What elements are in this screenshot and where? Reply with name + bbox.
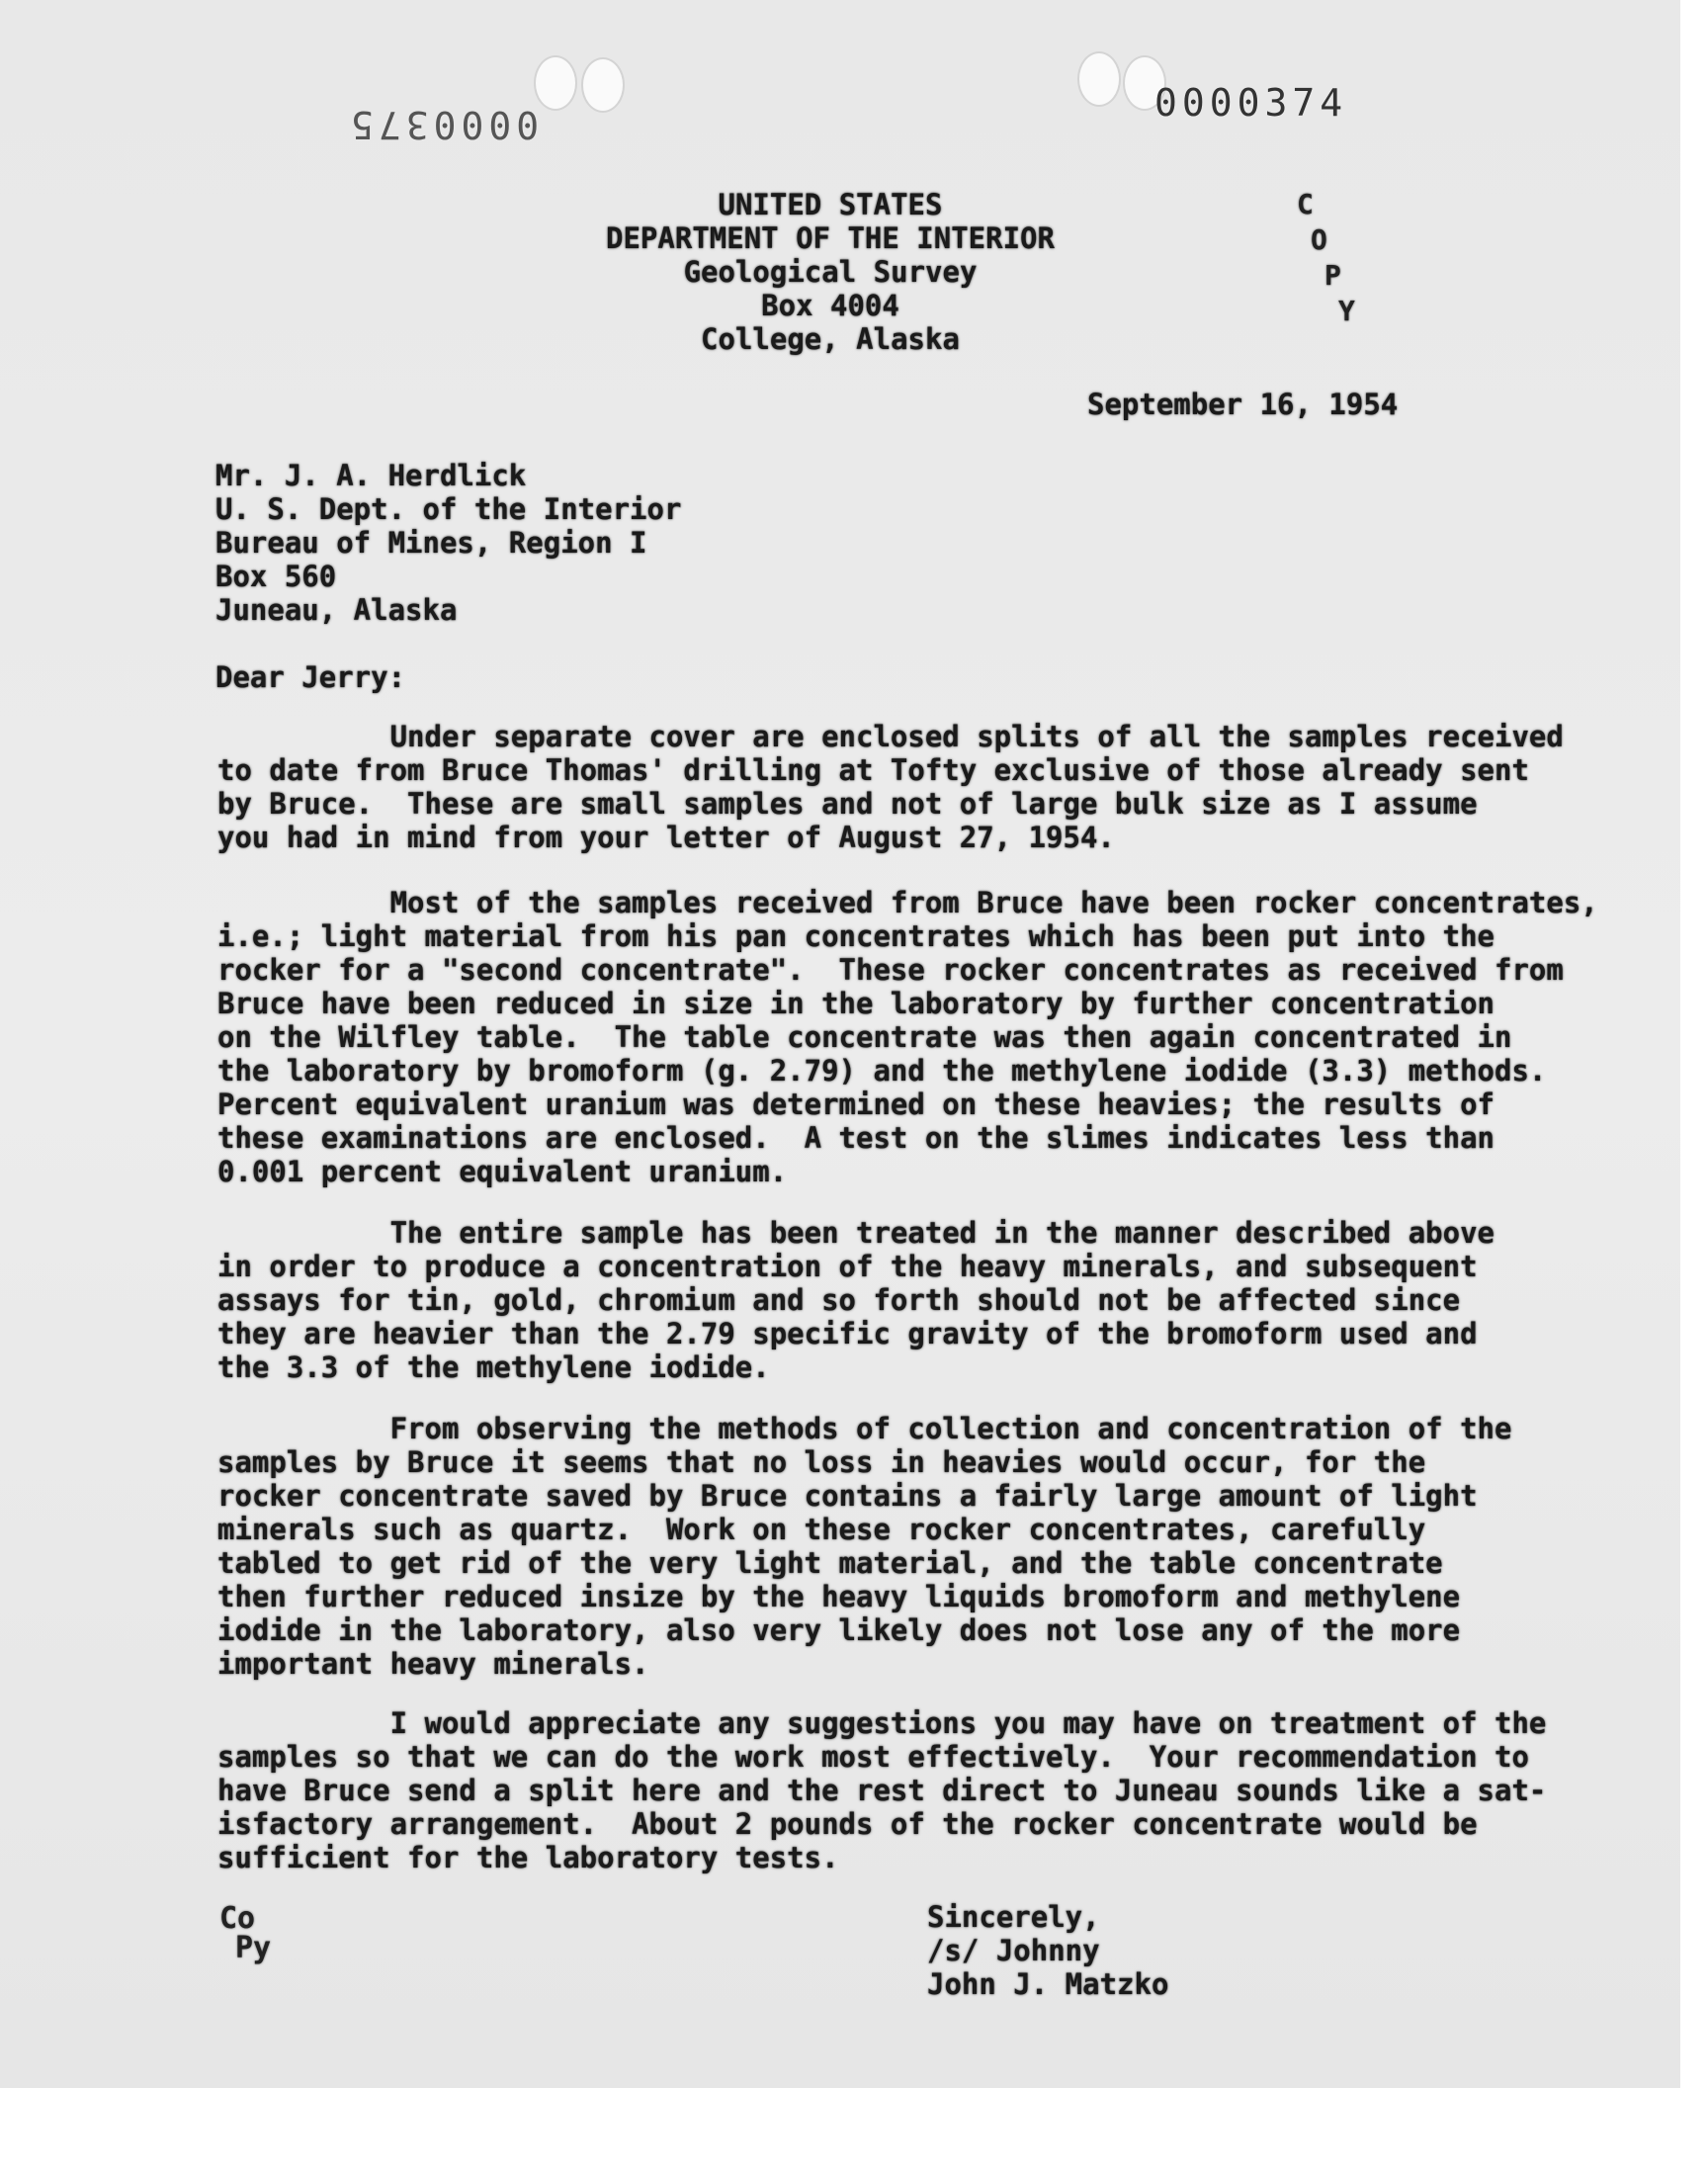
corner-copy-line: Co bbox=[219, 1901, 256, 1936]
letterhead-line: College, Alaska bbox=[701, 322, 960, 356]
body-paragraph bbox=[217, 720, 1564, 854]
body-line: on the Wilfley table. The table concentrate was then again concentrated in bbox=[217, 1020, 1512, 1054]
body-line: tabled to get rid of the very light material, and the table concentrate bbox=[217, 1546, 1443, 1580]
body-paragraph bbox=[217, 1216, 1494, 1384]
letterhead bbox=[554, 188, 1107, 356]
body-paragraph bbox=[217, 886, 1598, 1188]
body-line: to date from Bruce Thomas' drilling at Tofty exclusive of those already sent bbox=[217, 753, 1529, 787]
body-line: then further reduced insize by the heavy liquids bromoform and methylene bbox=[217, 1580, 1461, 1613]
body-line: From observing the methods of collection and concentration of the bbox=[217, 1412, 1512, 1445]
body-line: samples by Bruce it seems that no loss in heavies would occur, for the bbox=[217, 1445, 1426, 1479]
body-line: have Bruce send a split here and the rest direct to Juneau sounds like a sat- bbox=[217, 1774, 1547, 1807]
body-line: you had in mind from your letter of August 27, 1954. bbox=[217, 821, 1115, 854]
body-line: Bruce have been reduced in size in the laboratory by further concentration bbox=[217, 987, 1495, 1020]
complimentary-close: Sincerely, bbox=[927, 1900, 1100, 1934]
signature-line: /s/ Johnny bbox=[927, 1934, 1100, 1967]
body-line: in order to produce a concentration of the heavy minerals, and subsequent bbox=[217, 1250, 1478, 1283]
body-line: rocker concentrate saved by Bruce contains a fairly large amount of light bbox=[217, 1479, 1478, 1513]
letterhead-line: Box 4004 bbox=[761, 289, 899, 322]
address-line: Box 560 bbox=[215, 560, 337, 593]
letterhead-line: UNITED STATES bbox=[718, 188, 943, 221]
copy-mark-letter: O bbox=[1311, 223, 1327, 256]
page-number-stamp: 0000374 bbox=[1154, 81, 1348, 125]
body-paragraph bbox=[217, 1706, 1546, 1874]
signer-name: John J. Matzko bbox=[927, 1967, 1169, 2001]
body-line: i.e.; light material from his pan concentrates which has been put into the bbox=[217, 919, 1495, 953]
address-line: U. S. Dept. of the Interior bbox=[215, 492, 682, 526]
body-line: they are heavier than the 2.79 specific gravity of the bromoform used and bbox=[217, 1317, 1478, 1350]
body-paragraph bbox=[217, 1412, 1511, 1681]
address-line: Mr. J. A. Herdlick bbox=[215, 459, 527, 492]
address-line: Bureau of Mines, Region I bbox=[215, 526, 647, 560]
body-line: isfactory arrangement. About 2 pounds of the rocker concentrate would be bbox=[217, 1807, 1478, 1841]
punch-hole bbox=[534, 55, 577, 111]
corner-copy-line: Py bbox=[235, 1931, 272, 1965]
body-line: rocker for a "second concentrate". These rocker concentrates as received from bbox=[217, 953, 1564, 987]
signature-block bbox=[927, 1900, 1168, 2001]
body-line: important heavy minerals. bbox=[217, 1647, 649, 1681]
body-line: samples so that we can do the work most effectively. Your recommendation to bbox=[217, 1740, 1529, 1774]
body-line: the laboratory by bromoform (g. 2.79) and the methylene iodide (3.3) methods. bbox=[217, 1054, 1547, 1088]
letterhead-line: DEPARTMENT OF THE INTERIOR bbox=[606, 221, 1055, 255]
body-line: minerals such as quartz. Work on these rocker concentrates, carefully bbox=[217, 1513, 1426, 1546]
salutation: Dear Jerry: bbox=[215, 660, 406, 694]
body-line: assays for tin, gold, chromium and so forth should not be affected since bbox=[217, 1283, 1461, 1317]
body-line: 0.001 percent equivalent uranium. bbox=[217, 1155, 788, 1188]
punch-hole bbox=[1077, 51, 1121, 107]
body-line: sufficient for the laboratory tests. bbox=[217, 1841, 839, 1874]
letter-date: September 16, 1954 bbox=[1087, 388, 1399, 421]
body-line: Most of the samples received from Bruce have been rocker concentrates, bbox=[217, 886, 1598, 919]
copy-mark-letter: Y bbox=[1338, 295, 1355, 327]
body-line: The entire sample has been treated in the manner described above bbox=[217, 1216, 1495, 1250]
bleedthrough-page-number: 0000375 bbox=[346, 103, 540, 146]
body-line: the 3.3 of the methylene iodide. bbox=[217, 1350, 770, 1384]
body-line: by Bruce. These are small samples and not of large bulk size as I assume bbox=[217, 787, 1478, 821]
body-line: these examinations are enclosed. A test on the slimes indicates less than bbox=[217, 1121, 1495, 1155]
copy-mark-letter: P bbox=[1324, 259, 1341, 292]
punch-hole bbox=[581, 57, 625, 113]
body-line: Under separate cover are enclosed splits of all the samples received bbox=[217, 720, 1564, 753]
recipient-address bbox=[215, 459, 681, 627]
letterhead-line: Geological Survey bbox=[683, 255, 978, 289]
body-line: iodide in the laboratory, also very likely does not lose any of the more bbox=[217, 1613, 1461, 1647]
address-line: Juneau, Alaska bbox=[215, 593, 458, 627]
body-line: I would appreciate any suggestions you may have on treatment of the bbox=[217, 1706, 1547, 1740]
body-line: Percent equivalent uranium was determined on these heavies; the results of bbox=[217, 1088, 1495, 1121]
copy-mark-letter: C bbox=[1297, 188, 1314, 220]
corner-copy-mark bbox=[219, 1901, 272, 1965]
